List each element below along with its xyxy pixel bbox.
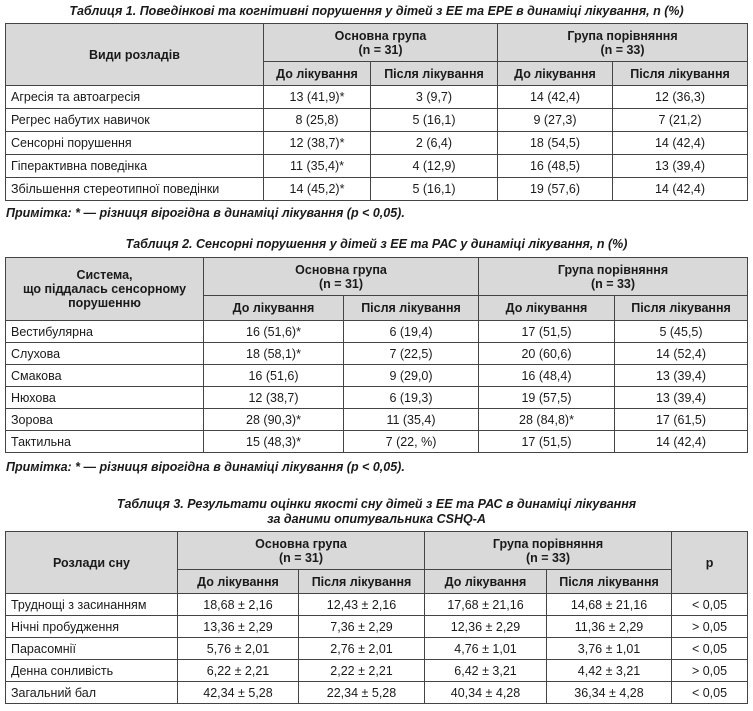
table3-caption-line2: за даними опитувальника CSHQ-A (267, 512, 486, 526)
table3-head-label: Розлади сну (6, 532, 178, 594)
table1-group2-name: Група порівняння (567, 28, 678, 43)
table1-group2-header (498, 24, 748, 62)
table-cell: 11 (35,4) (344, 409, 479, 431)
table3-group1-header (178, 532, 425, 570)
table-cell: 13 (41,9)* (264, 86, 371, 109)
table-cell: 17,68 ± 21,16 (425, 594, 547, 616)
table2 (5, 257, 748, 453)
table1-head-label: Види розладів (6, 24, 264, 86)
table-cell: 12 (38,7)* (264, 132, 371, 155)
row-label: Збільшення стереотипної поведінки (6, 178, 264, 201)
table-cell: 8 (25,8) (264, 109, 371, 132)
table3-group2-name: Група порівняння (492, 536, 604, 551)
table-cell: 16 (51,6) (204, 365, 344, 387)
table2-group2-header (479, 258, 748, 296)
row-label: Загальний бал (6, 682, 178, 704)
table-cell: 16 (51,6)* (204, 321, 344, 343)
table-cell: 2 (6,4) (371, 132, 498, 155)
table-cell: 40,34 ± 4,28 (425, 682, 547, 704)
table-cell: 18 (58,1)* (204, 343, 344, 365)
table-cell: 4,76 ± 1,01 (425, 638, 547, 660)
table2-group2-after: Після лікування (615, 296, 748, 321)
table-cell: 18,68 ± 2,16 (178, 594, 299, 616)
table-row (6, 109, 748, 132)
table1-group1-n: (n = 31) (358, 42, 403, 57)
table-cell: 16 (48,4) (479, 365, 615, 387)
table2-head-line: що піддалась сенсорному (22, 282, 187, 296)
table-row (6, 638, 748, 660)
table2-group1-name: Основна група (295, 262, 387, 277)
table2-head-label (6, 258, 204, 321)
table-cell: 2,76 ± 2,01 (299, 638, 425, 660)
table-cell: 14 (45,2)* (264, 178, 371, 201)
table-cell: 16 (48,5) (498, 155, 613, 178)
row-label: Вестибулярна (6, 321, 204, 343)
table-cell: 18 (54,5) (498, 132, 613, 155)
table3-group2-header (425, 532, 672, 570)
table-cell: 14 (52,4) (615, 343, 748, 365)
table-cell: 14,68 ± 21,16 (547, 594, 672, 616)
table-cell: 17 (51,5) (479, 431, 615, 453)
table3 (5, 531, 748, 704)
row-label: Труднощі з засинанням (6, 594, 178, 616)
table-cell: 13 (39,4) (615, 365, 748, 387)
table-cell: 4 (12,9) (371, 155, 498, 178)
table2-group1-after: Після лікування (344, 296, 479, 321)
table-row (6, 682, 748, 704)
table-cell: 5 (45,5) (615, 321, 748, 343)
table2-note: Примітка: * — різниця вірогідна в динаміці лікування (p < 0,05). (6, 460, 405, 474)
table1-caption: Таблиця 1. Поведінкові та когнітивні порушення у дітей з ЕЕ та ЕРЕ в динаміці лікування, n (%) (69, 4, 684, 18)
table-cell: 4,42 ± 3,21 (547, 660, 672, 682)
table2-head-line: порушенню (68, 296, 141, 310)
table3-group1-n: (n = 31) (278, 550, 324, 565)
table-row (6, 431, 748, 453)
table3-group1-after: Після лікування (299, 570, 425, 594)
table-cell: 14 (42,4) (613, 178, 748, 201)
row-label: Денна сонливість (6, 660, 178, 682)
p-value-cell: < 0,05 (672, 682, 748, 704)
table-cell: 17 (61,5) (615, 409, 748, 431)
table-cell: 5 (16,1) (371, 109, 498, 132)
table-cell: 9 (27,3) (498, 109, 613, 132)
table-row (6, 660, 748, 682)
table-row (6, 343, 748, 365)
table2-head-line: Система, (76, 268, 133, 282)
table-row (6, 594, 748, 616)
row-label: Слухова (6, 343, 204, 365)
table-row (6, 409, 748, 431)
table1-note: Примітка: * — різниця вірогідна в динаміці лікування (p < 0,05). (6, 206, 405, 220)
table3-caption-line1: Таблиця 3. Результати оцінки якості сну дітей з ЕЕ та РАС в динаміці лікування (116, 497, 637, 511)
table-cell: 12 (38,7) (204, 387, 344, 409)
row-label: Парасомнії (6, 638, 178, 660)
row-label: Регрес набутих навичок (6, 109, 264, 132)
row-label: Тактильна (6, 431, 204, 453)
table-cell: 42,34 ± 5,28 (178, 682, 299, 704)
table2-group2-before: До лікування (479, 296, 615, 321)
table-cell: 3,76 ± 1,01 (547, 638, 672, 660)
row-label: Агресія та автоагресія (6, 86, 264, 109)
table3-group2-after: Після лікування (547, 570, 672, 594)
row-label: Зорова (6, 409, 204, 431)
table-cell: 14 (42,4) (615, 431, 748, 453)
table1-group1-before: До лікування (264, 62, 371, 86)
table-cell: 19 (57,6) (498, 178, 613, 201)
table-cell: 5,76 ± 2,01 (178, 638, 299, 660)
table3-group1-name: Основна група (255, 536, 347, 551)
row-label: Смакова (6, 365, 204, 387)
table-cell: 7,36 ± 2,29 (299, 616, 425, 638)
table1-group2-before: До лікування (498, 62, 613, 86)
table-cell: 6,42 ± 3,21 (425, 660, 547, 682)
table-cell: 11,36 ± 2,29 (547, 616, 672, 638)
table3-group2-n: (n = 33) (525, 550, 571, 565)
table-cell: 7 (21,2) (613, 109, 748, 132)
table-cell: 12,36 ± 2,29 (425, 616, 547, 638)
table-cell: 13 (39,4) (615, 387, 748, 409)
table1-group2-after: Після лікування (613, 62, 748, 86)
table-cell: 13 (39,4) (613, 155, 748, 178)
table-cell: 12,43 ± 2,16 (299, 594, 425, 616)
table-row (6, 86, 748, 109)
table1 (5, 23, 748, 201)
row-label: Гіперактивна поведінка (6, 155, 264, 178)
table-cell: 5 (16,1) (371, 178, 498, 201)
table-cell: 7 (22,5) (344, 343, 479, 365)
table-cell: 17 (51,5) (479, 321, 615, 343)
table2-group2-name: Група порівняння (557, 262, 669, 277)
row-label: Нічні пробудження (6, 616, 178, 638)
table-cell: 20 (60,6) (479, 343, 615, 365)
table-cell: 14 (42,4) (613, 132, 748, 155)
table-cell: 19 (57,5) (479, 387, 615, 409)
table2-group1-header (204, 258, 479, 296)
table2-group2-n: (n = 33) (590, 276, 636, 291)
table1-group1-header (264, 24, 498, 62)
table-cell: 15 (48,3)* (204, 431, 344, 453)
row-label: Сенсорні порушення (6, 132, 264, 155)
table-cell: 2,22 ± 2,21 (299, 660, 425, 682)
table-row (6, 616, 748, 638)
table-row (6, 321, 748, 343)
table-cell: 28 (90,3)* (204, 409, 344, 431)
table-row (6, 132, 748, 155)
table-cell: 13,36 ± 2,29 (178, 616, 299, 638)
table1-group1-name: Основна група (334, 28, 427, 43)
table-cell: 28 (84,8)* (479, 409, 615, 431)
table3-group1-before: До лікування (178, 570, 299, 594)
table3-p-header: p (672, 532, 748, 594)
table-cell: 6 (19,4) (344, 321, 479, 343)
table-row (6, 178, 748, 201)
table-row (6, 365, 748, 387)
table-cell: 6 (19,3) (344, 387, 479, 409)
table2-group1-before: До лікування (204, 296, 344, 321)
row-label: Нюхова (6, 387, 204, 409)
table-cell: 3 (9,7) (371, 86, 498, 109)
table-cell: 9 (29,0) (344, 365, 479, 387)
table2-caption: Таблиця 2. Сенсорні порушення у дітей з ЕЕ та РАС у динаміці лікування, n (%) (125, 237, 628, 251)
p-value-cell: > 0,05 (672, 616, 748, 638)
table1-group1-after: Після лікування (371, 62, 498, 86)
table1-group2-n: (n = 33) (600, 42, 645, 57)
table3-group2-before: До лікування (425, 570, 547, 594)
table2-group1-n: (n = 31) (318, 276, 364, 291)
table-row (6, 387, 748, 409)
p-value-cell: > 0,05 (672, 660, 748, 682)
p-value-cell: < 0,05 (672, 594, 748, 616)
table-cell: 22,34 ± 5,28 (299, 682, 425, 704)
table-cell: 36,34 ± 4,28 (547, 682, 672, 704)
table-cell: 11 (35,4)* (264, 155, 371, 178)
p-value-cell: < 0,05 (672, 638, 748, 660)
table-row (6, 155, 748, 178)
table-cell: 12 (36,3) (613, 86, 748, 109)
table-cell: 6,22 ± 2,21 (178, 660, 299, 682)
table-cell: 7 (22, %) (344, 431, 479, 453)
table-cell: 14 (42,4) (498, 86, 613, 109)
